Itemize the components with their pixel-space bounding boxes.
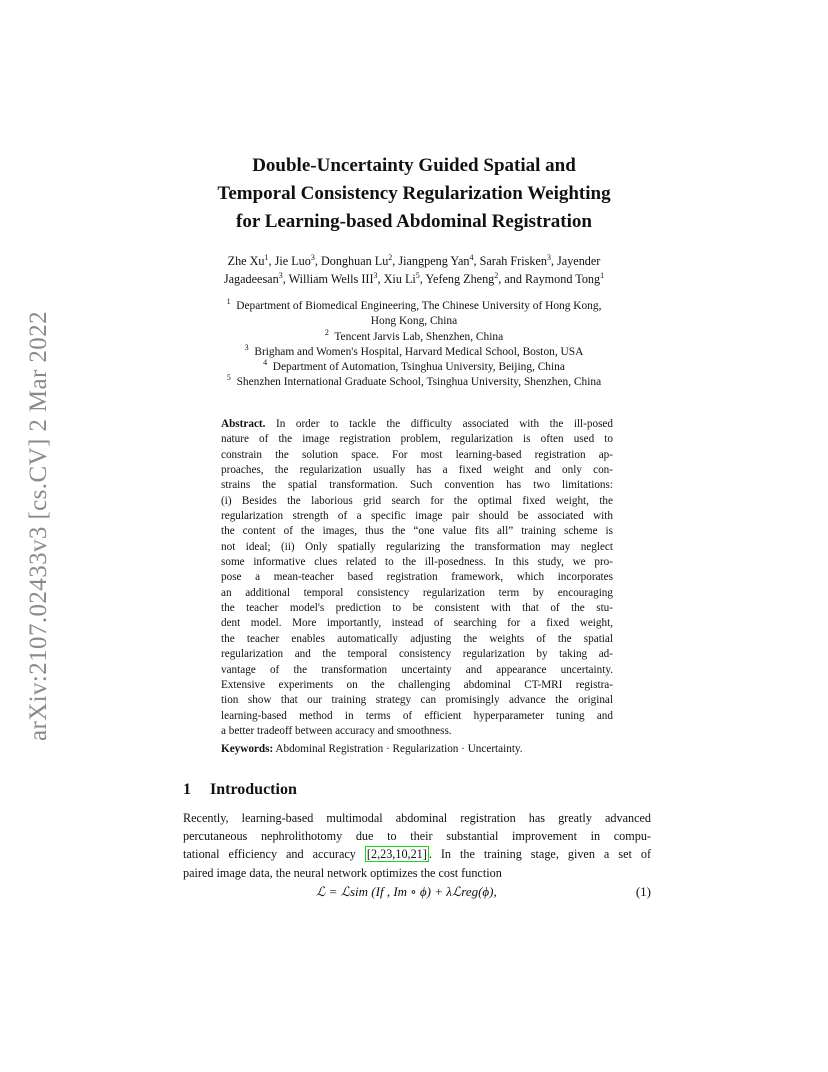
- abstract-line: some informative clues related to the ill-posedness. In this study, we pro-: [221, 556, 613, 569]
- title-line-3: for Learning-based Abdominal Registration: [236, 211, 592, 232]
- author-affil-mark: 4: [469, 252, 474, 262]
- affiliation-mark: 3: [244, 343, 249, 353]
- abstract: [221, 417, 613, 739]
- citation-ref[interactable]: 21: [410, 847, 423, 862]
- author-line-1: Zhe Xu$^1$, Jie Luo$^3$, Donghuan Lu$^2$, Jiangpeng Yan$^4$, Sarah Frisken$^3$, Jayender: [227, 252, 601, 268]
- affiliation-line: [150, 299, 678, 314]
- affiliation-line: [150, 345, 678, 360]
- equation-1: [183, 882, 651, 902]
- intro-line: percutaneous nephrolithotomy due to their substantial improvement in compu-: [183, 829, 651, 844]
- author-name: Raymond Tong: [525, 272, 601, 286]
- affiliation-text: Department of Biomedical Engineering, The Chinese University of Hong Kong,: [236, 300, 602, 312]
- title-line-2: Temporal Consistency Regularization Weighting: [217, 183, 611, 204]
- affiliation-list: [150, 299, 678, 391]
- abstract-line: pose a mean-teacher based registration framework, which incorporates: [221, 571, 613, 584]
- author-name: Jiangpeng Yan: [398, 254, 470, 268]
- author-name: Zhe Xu: [227, 254, 265, 268]
- abstract-line: constrain the solution space. For most learning-based registration ap-: [221, 448, 613, 461]
- section-heading: [183, 780, 297, 800]
- affiliation-line: [150, 375, 678, 390]
- intro-line: paired image data, the neural network optimizes the cost function: [183, 865, 502, 880]
- author-name: Xiu Li: [383, 272, 416, 286]
- author-list: [150, 252, 678, 288]
- citation-ref[interactable]: 23: [380, 847, 393, 862]
- author-affil-mark: 3: [546, 252, 551, 262]
- affiliation-mark: 4: [263, 358, 268, 368]
- citation-ref[interactable]: 10: [395, 847, 408, 862]
- affiliation-mark: 5: [226, 373, 231, 383]
- author-affil-mark: 3: [373, 270, 378, 280]
- abstract-label: Abstract.: [221, 418, 266, 430]
- affiliation-text: Tencent Jarvis Lab, Shenzhen, China: [334, 330, 504, 343]
- citation-ref[interactable]: 2: [370, 847, 378, 862]
- equation-number: (1): [635, 884, 651, 899]
- abstract-line: vantage of the transformation uncertainty and appearance uncertainty.: [221, 663, 613, 676]
- author-name-part: Jagadeesan: [223, 272, 279, 286]
- abstract-line: learning-based method in terms of efficient hyperparameter tuning and: [221, 709, 613, 722]
- author-line-2: Jagadeesan$^3$, William Wells III$^3$, Xiu Li$^5$, Yefeng Zheng$^2$, and Raymond Tong$^1$: [223, 270, 605, 286]
- affiliation-line: [150, 327, 678, 345]
- intro-line: [183, 845, 651, 863]
- affiliation-text: Department of Automation, Tsinghua University, Beijing, China: [272, 361, 565, 374]
- abstract-line: regularization and the temporal consistency regularization by taking ad-: [221, 648, 613, 661]
- author-affil-mark: 3: [310, 252, 315, 262]
- affiliation-mark: 2: [324, 327, 329, 337]
- author-conjunction: and: [504, 272, 522, 286]
- abstract-line: a better tradeoff between accuracy and smoothness.: [221, 724, 452, 737]
- abstract-line: not ideal; (ii) Only spatially regularizing the transformation may neglect: [221, 540, 613, 553]
- author-affil-mark: 1: [264, 252, 269, 262]
- abstract-line: regularization strength of a specific image pair should be associated with: [221, 510, 613, 523]
- abstract-line: Extensive experiments on the challenging abdominal CT-MRI registra-: [221, 678, 613, 691]
- intro-line: Recently, learning-based multimodal abdominal registration has greatly advanced: [183, 811, 651, 825]
- arxiv-identifier-text: arXiv:2107.02433v3 [cs.CV] 2 Mar 2022: [25, 310, 52, 742]
- affiliation-mark: 1: [226, 297, 231, 307]
- author-name-part: Jayender: [557, 254, 601, 268]
- keywords-text: Abdominal Registration · Regularization · Uncertainty.: [275, 743, 523, 755]
- abstract-line: [221, 417, 613, 432]
- abstract-line: tion show that our training strategy can promisingly advance the original: [221, 694, 613, 707]
- intro-paragraph: [183, 809, 651, 882]
- abstract-line: the teacher model's prediction to be consistent with that of the stu-: [221, 602, 613, 615]
- section-number: 1: [183, 781, 191, 798]
- abstract-line: the content of the images, thus the “one value fits all” training scheme is: [221, 525, 613, 538]
- author-name: Yefeng Zheng: [425, 272, 495, 286]
- author-affil-mark: 3: [278, 270, 283, 280]
- keywords-label: Keywords:: [221, 743, 274, 755]
- intro-text: . In the training stage, given a set of: [428, 847, 652, 862]
- title-line-1: Double-Uncertainty Guided Spatial and: [252, 155, 576, 176]
- author-affil-mark: 2: [388, 252, 393, 262]
- equation-formula: ℒ = ℒsim (If , Im ∘ ϕ) + λℒreg(ϕ),: [316, 884, 497, 899]
- affiliation-text: Shenzhen International Graduate School, Tsinghua University, Shenzhen, China: [236, 376, 602, 389]
- abstract-text: In order to tackle the difficulty associated with the ill-posed: [275, 418, 613, 430]
- keywords: [221, 742, 613, 757]
- author-name: William Wells III: [288, 272, 374, 286]
- abstract-line: an additional temporal consistency regularization term by encouraging: [221, 586, 613, 599]
- section-title: Introduction: [210, 781, 297, 798]
- affiliation-line: [150, 314, 678, 329]
- abstract-line: nature of the image registration problem, regularization is often used to: [221, 433, 613, 446]
- author-affil-mark: 5: [415, 270, 420, 280]
- author-affil-mark: 2: [494, 270, 499, 280]
- affiliation-text: Brigham and Women's Hospital, Harvard Medical School, Boston, USA: [254, 345, 584, 358]
- author-affil-mark: 1: [600, 270, 605, 280]
- author-name: Sarah Frisken: [479, 254, 547, 268]
- abstract-line: strains the spatial transformation. Such convention has two limitations:: [221, 479, 613, 492]
- abstract-line: (i) Besides the laborious grid search for the optimal fixed weight, the: [221, 494, 613, 507]
- citation-link[interactable]: [2,23,10,21]: [366, 847, 427, 862]
- author-name: Jie Luo: [274, 254, 311, 268]
- abstract-line: the teacher enables automatically adjusting the weights of the spatial: [221, 632, 613, 645]
- abstract-line: proaches, the regularization usually has a fixed weight and only con-: [221, 464, 613, 477]
- paper-title: [150, 152, 678, 236]
- affiliation-text: Hong Kong, China: [370, 315, 458, 328]
- author-name: Donghuan Lu: [320, 254, 389, 268]
- abstract-line: dent model. More importantly, instead of searching for a fixed weight,: [221, 617, 613, 630]
- intro-text: tational efficiency and accuracy: [183, 847, 356, 862]
